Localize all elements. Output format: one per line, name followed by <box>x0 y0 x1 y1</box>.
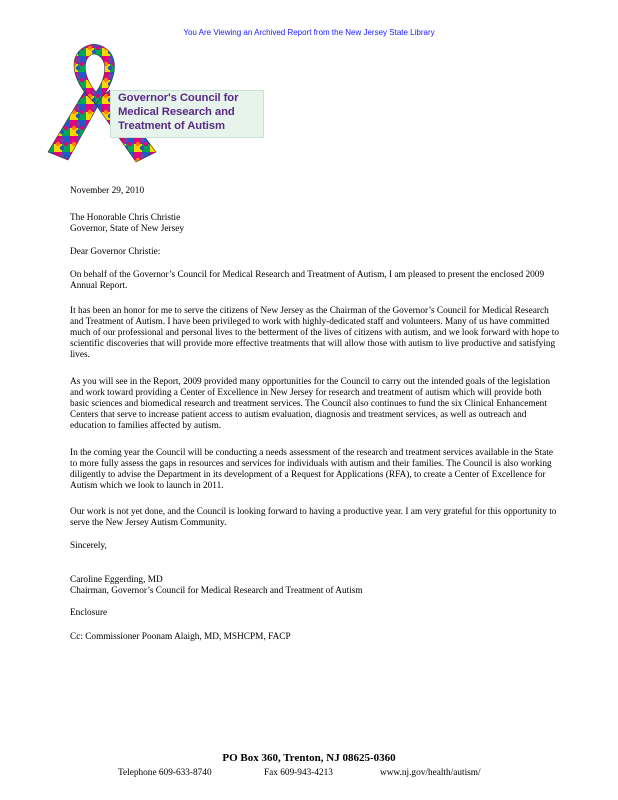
cc-line: Cc: Commissioner Poonam Alaigh, MD, MSHCPM, FACP <box>70 632 291 642</box>
signer-title: Chairman, Governor’s Council for Medical Research and Treatment of Autism <box>70 586 363 596</box>
logo-line-3: Treatment of Autism <box>118 120 225 132</box>
recipient-name: The Honorable Chris Christie <box>70 213 181 223</box>
paragraph-4: In the coming year the Council will be conducting a needs assessment of the research and treatment services available in the State to more fully assess the gaps in resources and services for individuals with autism and their families. The Council is also working diligently to advise the Department in its development of a Request for Applications (RFA), to create a Center of Excellence for Autism which we look to launch in 2011. <box>70 448 554 492</box>
signer-name: Caroline Eggerding, MD <box>70 575 163 585</box>
enclosure-note: Enclosure <box>70 608 108 618</box>
paragraph-3: As you will see in the Report, 2009 provided many opportunities for the Council to carry out the intended goals of the legislation and work toward providing a Center of Excellence in New Jersey for research and treatment of autism which will provide both basic sciences and biomedical research and treatment services. The Council also continues to fund the six Clinical Enhancement Centers that serve to increase patient access to autism evaluation, diagnosis and treatment services, as well as outreach and education to families affected by autism. <box>70 377 550 432</box>
footer-website: www.nj.gov/health/autism/ <box>380 768 481 778</box>
archive-banner: You Are Viewing an Archived Report from the New Jersey State Library <box>183 28 435 37</box>
logo-line-1: Governor's Council for <box>118 92 239 104</box>
paragraph-2: It has been an honor for me to serve the citizens of New Jersey as the Chairman of the Governor’s Council for Medical Research and Treatment of Autism. I have been privileged to work with highly-dedicated staff and volunteers. Many of us have committed much of our professional and personal lives to the betterment of the lives of citizens with autism, and we look forward with hope to scientific discoveries that will provide more effective treatments that will allow those with autism to live productive and satisfying lives. <box>70 306 559 361</box>
footer-telephone: Telephone 609-633-8740 <box>118 768 212 778</box>
salutation: Dear Governor Christie: <box>70 247 161 257</box>
logo-line-2: Medical Research and <box>118 106 235 118</box>
footer-address: PO Box 360, Trenton, NJ 08625-0360 <box>222 752 396 764</box>
letter-date: November 29, 2010 <box>70 186 145 196</box>
footer-fax: Fax 609-943-4213 <box>264 768 333 778</box>
closing: Sincerely, <box>70 541 107 551</box>
recipient-title: Governor, State of New Jersey <box>70 224 184 234</box>
paragraph-1: On behalf of the Governor’s Council for Medical Research and Treatment of Autism, I am pleased to present the enclosed 2009 Annual Report. <box>70 270 545 292</box>
paragraph-5: Our work is not yet done, and the Council is looking forward to having a productive year. I am very grateful for this opportunity to serve the New Jersey Autism Community. <box>70 507 557 529</box>
